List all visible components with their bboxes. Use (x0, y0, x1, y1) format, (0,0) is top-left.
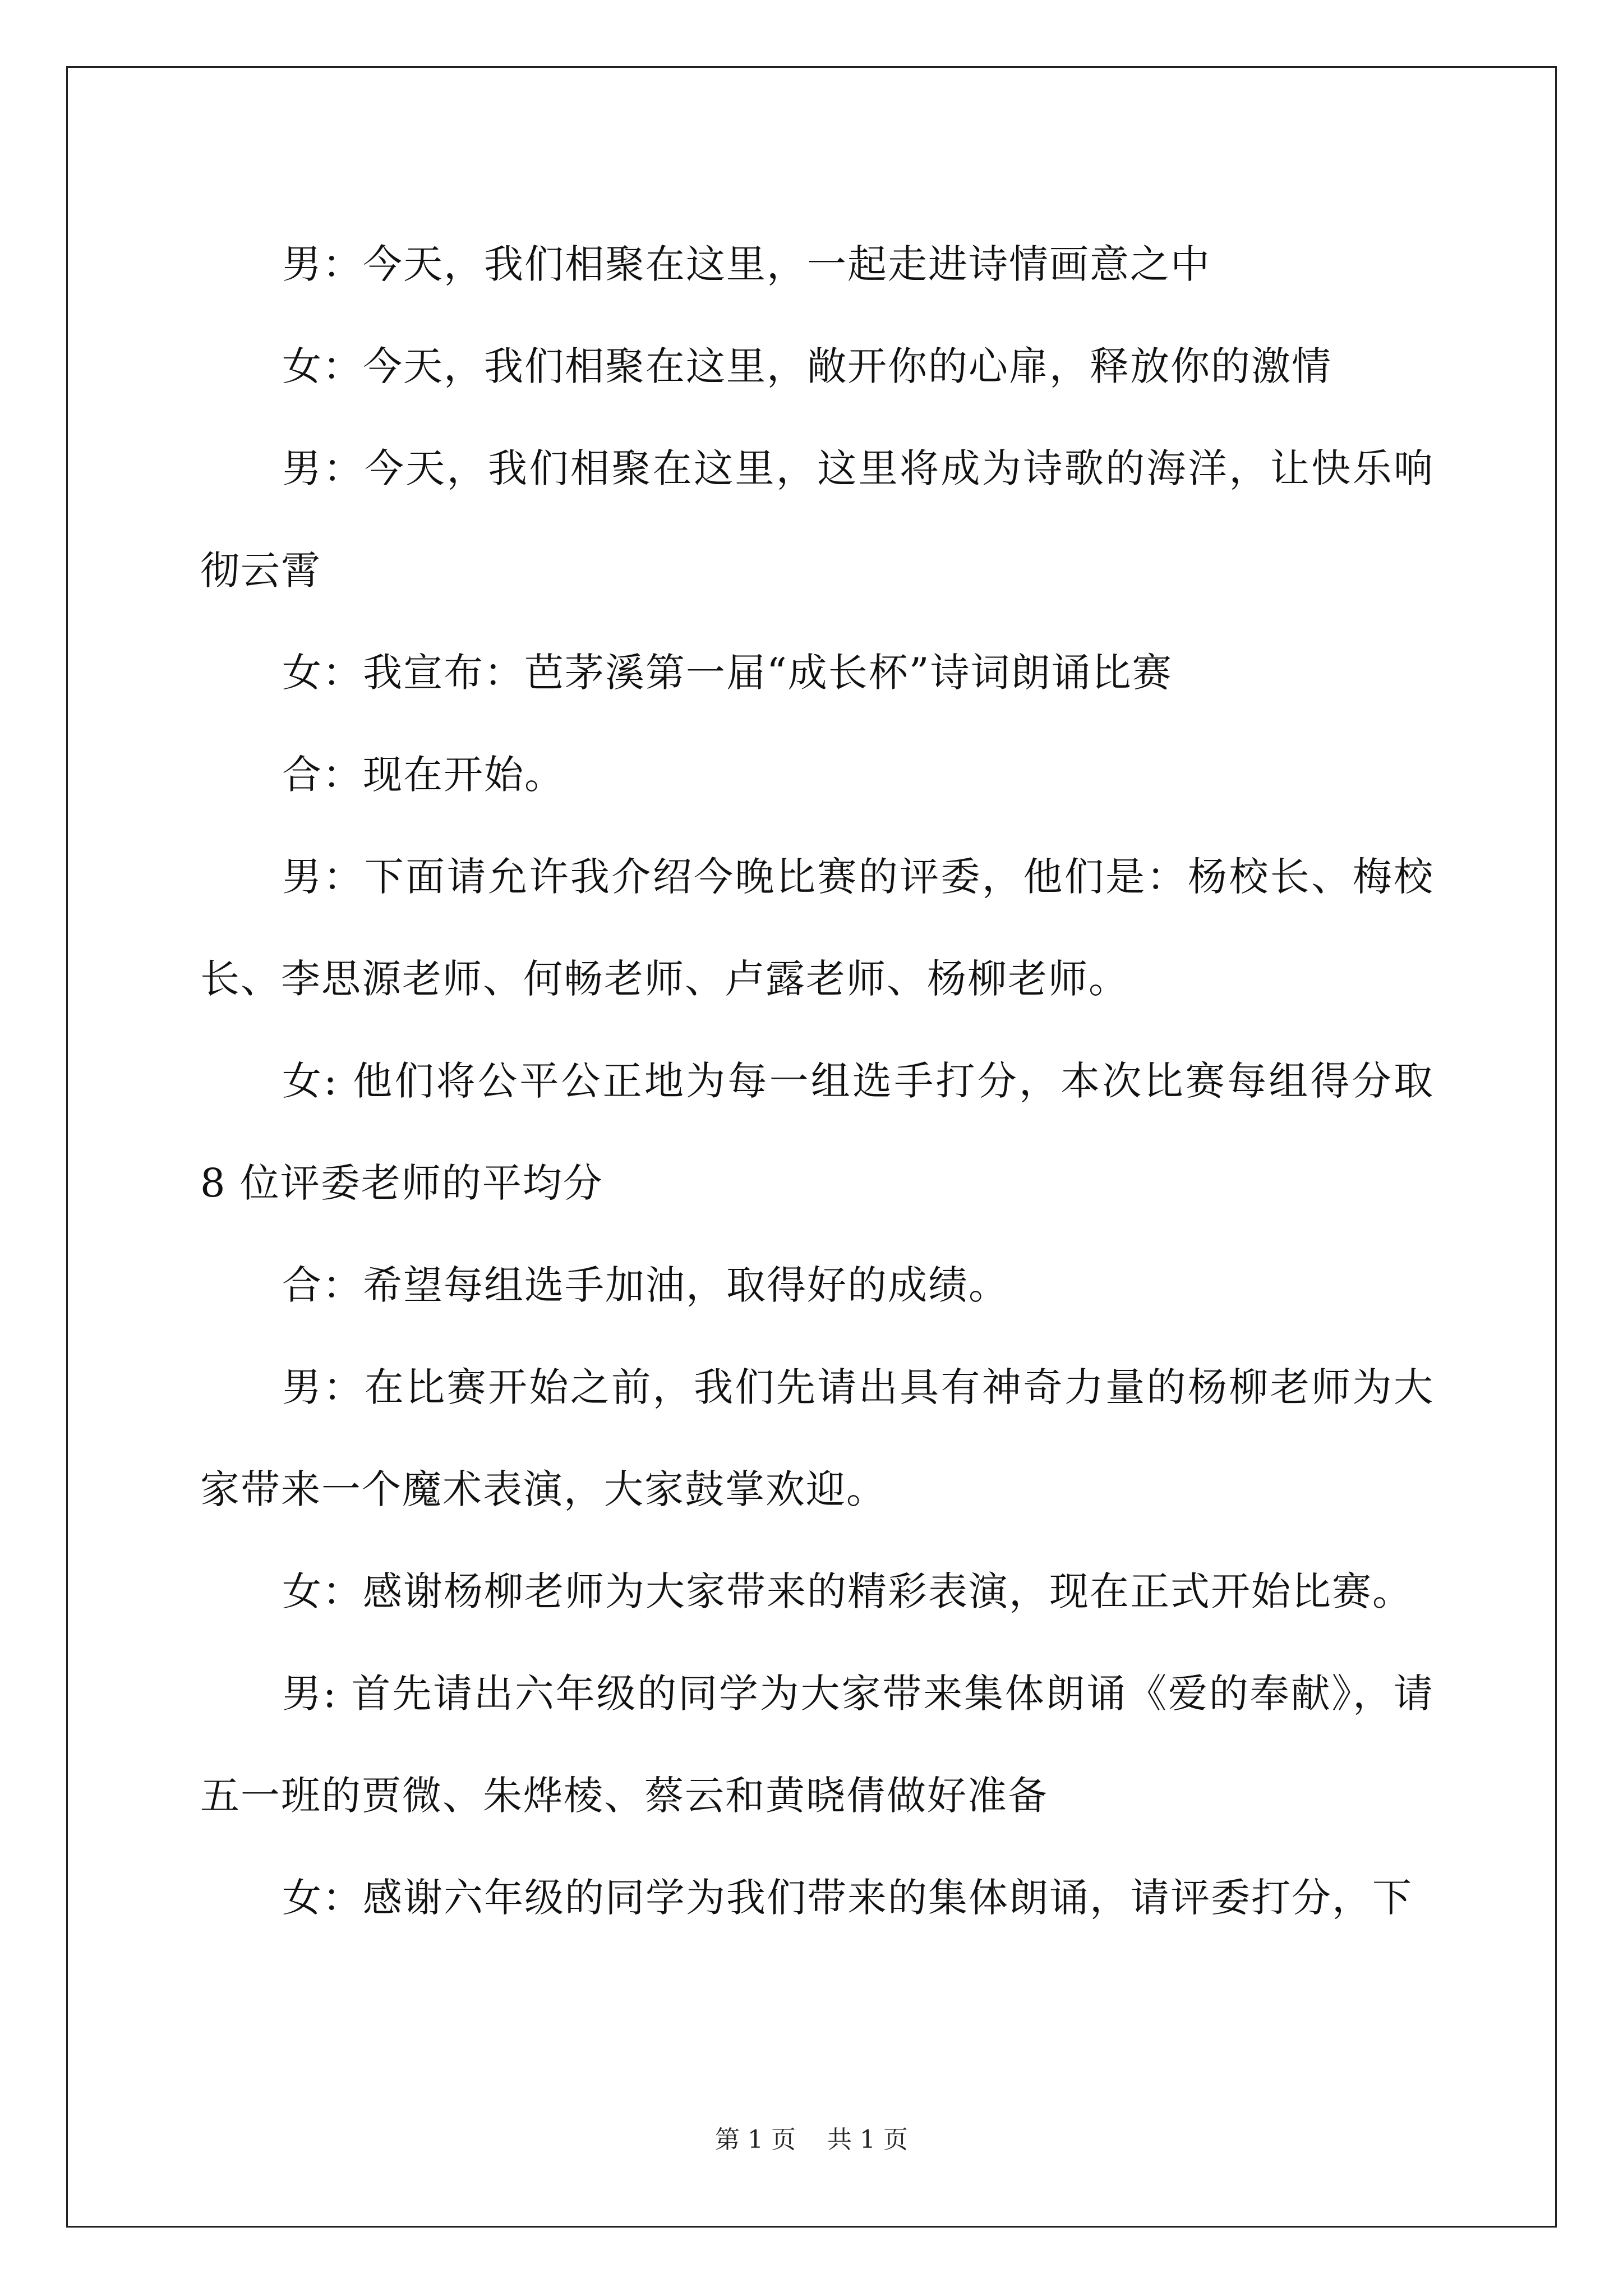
paragraph: 男: 首先请出六年级的同学为大家带来集体朗诵《爱的奉献》，请五一班的贾微、朱烨棱、蔡云和黄晓倩做好准备 (200, 1671, 1434, 1819)
paragraph: 男：下面请允许我介绍今晚比赛的评委，他们是：杨校长、梅校长、李思源老师、何畅老师、卢露老师、杨柳老师。 (200, 854, 1434, 1002)
paragraph: 女: 他们将公平公正地为每一组选手打分，本次比赛每组得分取 8 位评委老师的平均分 (200, 1058, 1434, 1206)
paragraph: 合：希望每组选手加油，取得好的成绩。 (282, 1262, 1009, 1308)
paragraph: 男：今天，我们相聚在这里，一起走进诗情画意之中 (282, 241, 1211, 287)
document-body (200, 213, 1434, 1949)
paragraph: 男：在比赛开始之前，我们先请出具有神奇力量的杨柳老师为大家带来一个魔术表演，大家鼓掌欢迎。 (200, 1364, 1434, 1512)
page-number-label: 第 1 页 共 1 页 (715, 2125, 908, 2154)
paragraph: 女：感谢杨柳老师为大家带来的精彩表演，现在正式开始比赛。 (282, 1568, 1413, 1614)
paragraph: 女：我宣布：芭茅溪第一届“成长杯”诗词朗诵比赛 (282, 650, 1173, 696)
paragraph: 女：今天，我们相聚在这里，敞开你的心扉，释放你的激情 (282, 343, 1332, 389)
paragraph: 合：现在开始。 (282, 752, 565, 798)
page-footer (0, 2123, 1623, 2157)
paragraph: 男：今天，我们相聚在这里，这里将成为诗歌的海洋，让快乐响彻云霄 (200, 445, 1434, 593)
paragraph: 女：感谢六年级的同学为我们带来的集体朗诵，请评委打分，下 (282, 1875, 1413, 1921)
